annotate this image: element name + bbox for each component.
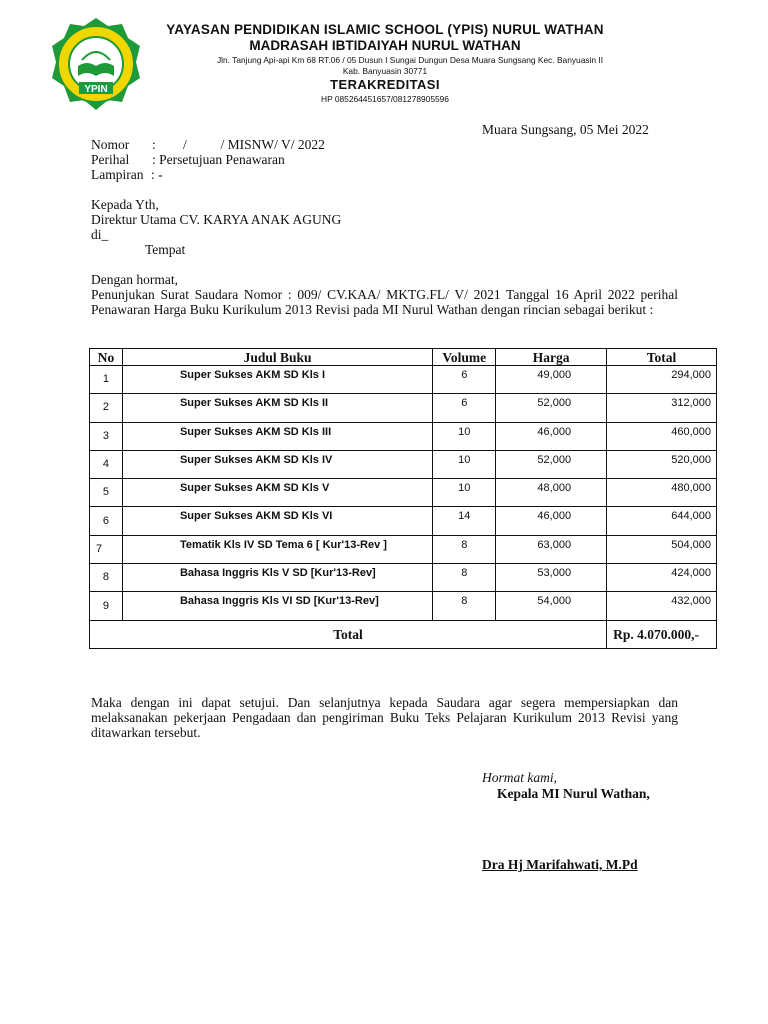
cell-judul: Super Sukses AKM SD Kls I	[122, 366, 432, 394]
cell-harga: 46,000	[496, 507, 607, 535]
cell-total: 312,000	[607, 394, 717, 422]
cell-total: 480,000	[607, 479, 717, 507]
nomor-separator: :	[152, 137, 156, 152]
cell-volume: 10	[433, 422, 496, 450]
cell-harga: 52,000	[496, 450, 607, 478]
cell-no: 7	[90, 535, 123, 563]
cell-harga: 53,000	[496, 564, 607, 592]
table-row	[90, 479, 717, 507]
cell-judul: Bahasa Inggris Kls V SD [Kur'13-Rev]	[122, 564, 432, 592]
cell-volume: 6	[433, 366, 496, 394]
table-row	[90, 592, 717, 620]
closing-paragraph: Maka dengan ini dapat setujui. Dan selanjutnya kepada Saudara agar segera mempersiapkan dan melaksanakan pekerjaan Pengadaan dan pengiriman Buku Teks Pelajaran Kurikulum 2013 Revisi yang ditawarkan tersebut.	[91, 695, 678, 740]
regards: Hormat kami,	[482, 770, 557, 785]
cell-harga: 49,000	[496, 366, 607, 394]
lampiran-label: Lampiran	[91, 167, 144, 182]
cell-judul: Super Sukses AKM SD Kls III	[122, 422, 432, 450]
cell-harga: 63,000	[496, 535, 607, 563]
cell-total: 644,000	[607, 507, 717, 535]
cell-no: 4	[90, 450, 123, 478]
header-judul: Judul Buku	[122, 349, 432, 366]
nomor-label: Nomor	[91, 137, 130, 152]
table-row	[90, 366, 717, 394]
cell-no: 3	[90, 422, 123, 450]
cell-volume: 14	[433, 507, 496, 535]
cell-total: 424,000	[607, 564, 717, 592]
cell-judul: Super Sukses AKM SD Kls VI	[122, 507, 432, 535]
cell-no: 6	[90, 507, 123, 535]
recipient-name: Direktur Utama CV. KARYA ANAK AGUNG	[91, 212, 342, 227]
cell-volume: 10	[433, 479, 496, 507]
place-date: Muara Sungsang, 05 Mei 2022	[482, 122, 649, 137]
table-row	[90, 507, 717, 535]
table-row	[90, 422, 717, 450]
book-price-table	[89, 348, 717, 649]
lampiran-value: : -	[151, 167, 163, 182]
grand-total: Rp. 4.070.000,-	[607, 620, 717, 648]
cell-volume: 8	[433, 592, 496, 620]
cell-total: 460,000	[607, 422, 717, 450]
cell-no: 5	[90, 479, 123, 507]
cell-judul: Super Sukses AKM SD Kls II	[122, 394, 432, 422]
cell-no: 8	[90, 564, 123, 592]
greeting: Dengan hormat,	[91, 272, 178, 287]
phone-number: HP 085264451657/081278905596	[321, 94, 449, 104]
recipient-location: Tempat	[145, 242, 186, 257]
nomor-value: / / MISNW/ V/ 2022	[183, 137, 325, 152]
cell-no: 9	[90, 592, 123, 620]
signatory-name: Dra Hj Marifahwati, M.Pd	[482, 857, 638, 872]
cell-harga: 54,000	[496, 592, 607, 620]
cell-judul: Bahasa Inggris Kls VI SD [Kur'13-Rev]	[122, 592, 432, 620]
table-row	[90, 450, 717, 478]
table-header-row	[90, 349, 717, 366]
recipient-salutation: Kepada Yth,	[91, 197, 159, 212]
address-line-1: Jln. Tanjung Api-api Km 68 RT.06 / 05 Dusun I Sungai Dungun Desa Muara Sungsang Kec. Banyuasin II	[216, 55, 604, 65]
signatory-title: Kepala MI Nurul Wathan,	[497, 786, 650, 801]
svg-text:YPIN: YPIN	[84, 84, 108, 95]
cell-volume: 8	[433, 564, 496, 592]
opening-paragraph: Penunjukan Surat Saudara Nomor : 009/ CV.KAA/ MKTG.FL/ V/ 2021 Tanggal 16 April 2022 perihal Penawaran Harga Buku Kurikulum 2013 Revisi pada MI Nurul Wathan dengan rincian sebagai berikut :	[91, 287, 678, 317]
total-label: Total	[90, 620, 607, 648]
cell-harga: 52,000	[496, 394, 607, 422]
school-name: MADRASAH IBTIDAIYAH NURUL WATHAN	[249, 38, 521, 53]
cell-judul: Tematik Kls IV SD Tema 6 [ Kur'13-Rev ]	[122, 535, 432, 563]
table-row	[90, 394, 717, 422]
cell-harga: 48,000	[496, 479, 607, 507]
foundation-name: YAYASAN PENDIDIKAN ISLAMIC SCHOOL (YPIS) NURUL WATHAN	[166, 22, 604, 37]
table-row	[90, 564, 717, 592]
cell-total: 504,000	[607, 535, 717, 563]
ypin-seal-icon	[50, 16, 142, 112]
header-no: No	[90, 349, 123, 366]
cell-volume: 8	[433, 535, 496, 563]
school-logo	[50, 16, 142, 112]
cell-total: 432,000	[607, 592, 717, 620]
address-line-2: Kab. Banyuasin 30771	[342, 66, 428, 76]
cell-total: 294,000	[607, 366, 717, 394]
accreditation-status: TERAKREDITASI	[330, 77, 440, 92]
table-row	[90, 535, 717, 563]
header-volume: Volume	[433, 349, 496, 366]
cell-judul: Super Sukses AKM SD Kls V	[122, 479, 432, 507]
cell-harga: 46,000	[496, 422, 607, 450]
header-harga: Harga	[496, 349, 607, 366]
cell-total: 520,000	[607, 450, 717, 478]
recipient-location-prefix: di_	[91, 227, 109, 242]
header-total: Total	[607, 349, 717, 366]
cell-no: 1	[90, 366, 123, 394]
cell-judul: Super Sukses AKM SD Kls IV	[122, 450, 432, 478]
table-total-row	[90, 620, 717, 648]
cell-volume: 6	[433, 394, 496, 422]
perihal-label: Perihal	[91, 152, 130, 167]
cell-volume: 10	[433, 450, 496, 478]
perihal-value: : Persetujuan Penawaran	[152, 152, 285, 167]
cell-no: 2	[90, 394, 123, 422]
